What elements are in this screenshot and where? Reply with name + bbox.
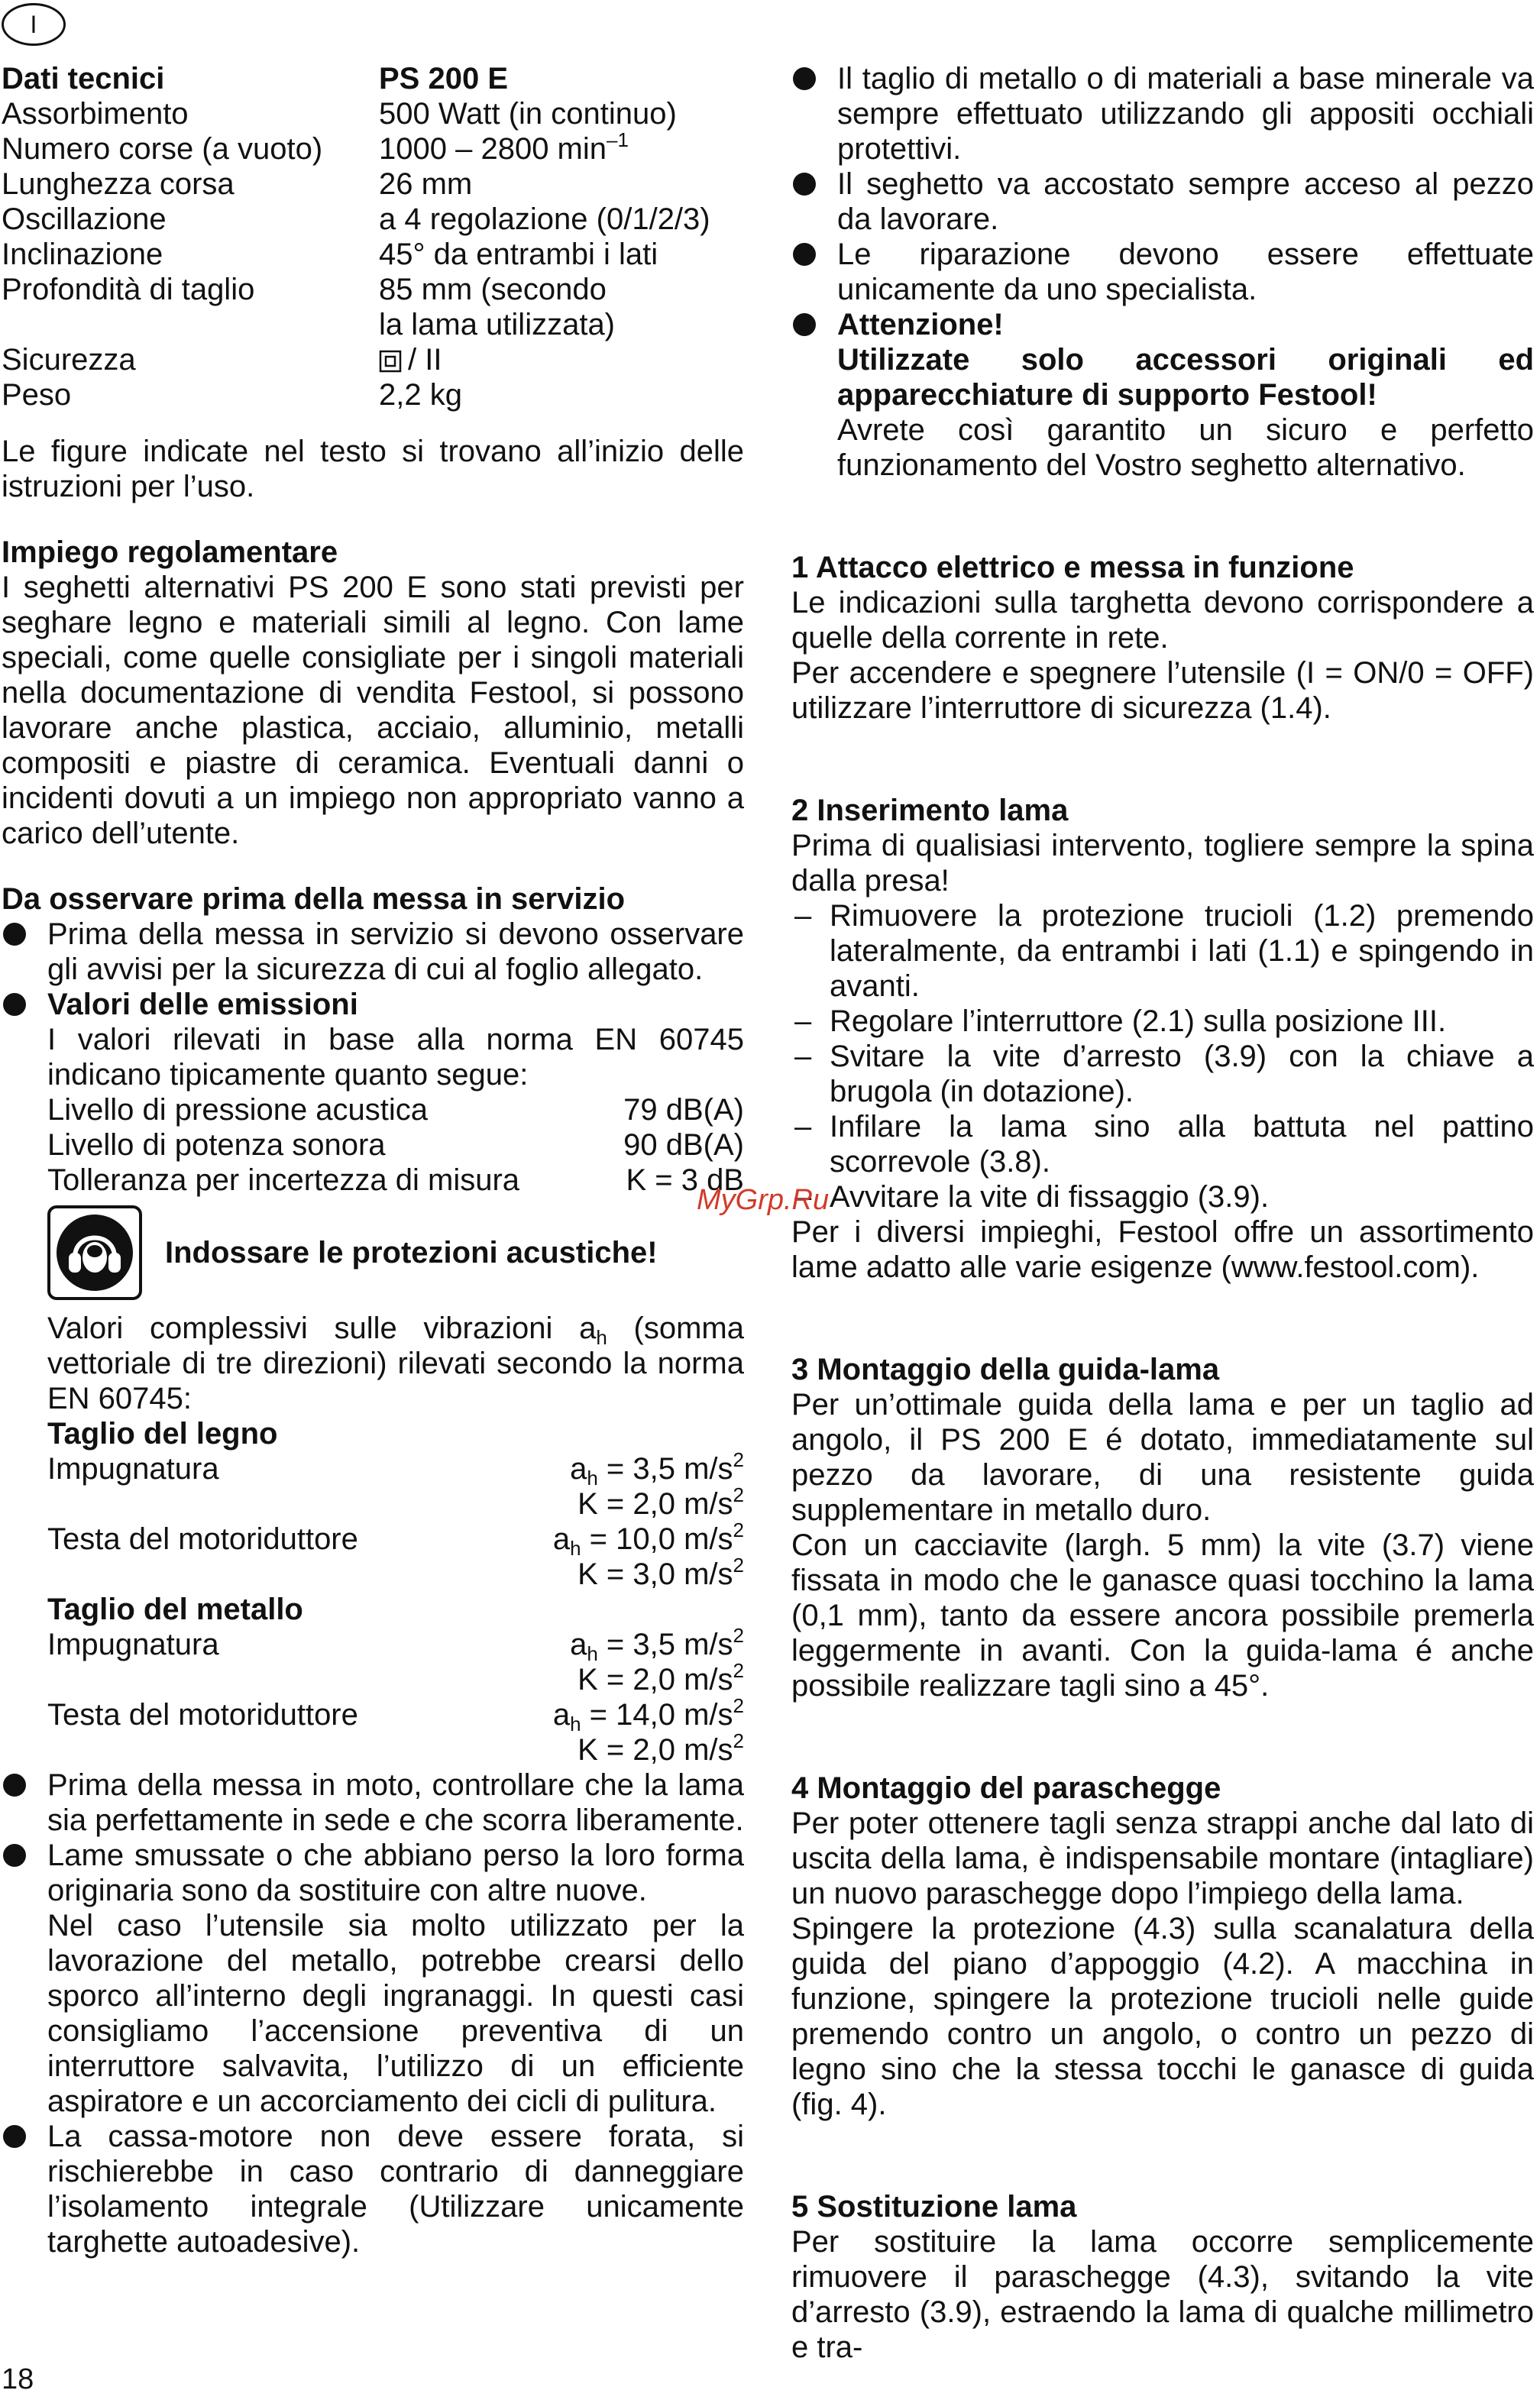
spec-row: [2, 96, 710, 131]
squared: 2: [733, 1519, 744, 1541]
emission-label: Livello di potenza sonora: [47, 1128, 386, 1162]
vibration-intro-subscript: h: [596, 1326, 607, 1349]
k-value: K = 2,0 m/s: [578, 1487, 733, 1521]
a-symbol: a: [570, 1452, 587, 1486]
vibration-values: [515, 1624, 744, 1697]
step-item: – Svitare la vite d’arresto (3.9) con la chiave a brugola (in dotazione).: [791, 1039, 1534, 1109]
figures-note: Le figure indicate nel testo si trovano all’inizio delle istruzioni per l’uso.: [2, 435, 744, 503]
vibration-k: [515, 1554, 744, 1592]
vibration-row: [47, 1448, 744, 1522]
spec-label: Oscillazione: [2, 202, 167, 236]
section-5-paragraph: Per sostituire la lama occorre semplicemente rimuovere il paraschegge (4.3), svitando la vite d’arresto (3.9), estraendo la lama di qualche millimetro e tra-: [791, 2225, 1534, 2364]
spec-row: [2, 202, 710, 237]
page-number: 18: [2, 2363, 34, 2395]
spec-value-line1: 85 mm (secondo: [379, 273, 607, 306]
vibration-ah: [515, 1448, 744, 1489]
attention-heading: Attenzione!: [791, 307, 1534, 342]
language-badge: [2, 3, 66, 46]
spec-label: Inclinazione: [2, 238, 163, 271]
spec-label: Peso: [2, 378, 72, 412]
vibration-values: [515, 1519, 744, 1592]
legno-heading: Taglio del legno: [47, 1417, 278, 1451]
ear-protection-notice: [47, 1205, 744, 1300]
a-symbol: a: [552, 1698, 571, 1732]
bullet-item: Il taglio di metallo o di materiali a base minerale va sempre effettuato utilizzando gli appositi occhiali protettivi.: [791, 61, 1534, 167]
k-value: K = 2,0 m/s: [578, 1733, 733, 1767]
bullet-item: Prima della messa in servizio si devono osservare gli avvisi per la sicurezza di cui al foglio allegato.: [2, 917, 744, 987]
emission-row: [47, 1127, 744, 1163]
attention-text: Avrete così garantito un sicuro e perfetto funzionamento del Vostro seghetto alternativo.: [837, 413, 1534, 482]
vibration-label: Testa del motoriduttore: [47, 1522, 358, 1556]
k-value: K = 2,0 m/s: [578, 1663, 733, 1696]
step-item: – Regolare l’interruttore (2.1) sulla posizione III.: [791, 1004, 1534, 1039]
vibration-intro-text: Valori complessivi sulle vibrazioni a: [47, 1312, 597, 1345]
squared: 2: [733, 1659, 744, 1682]
section-1-paragraph: Per accendere e spegnere l’utensile (I = ON/0 = OFF) utilizzare l’interruttore di sicurezza (1.4).: [791, 656, 1534, 725]
section-2-paragraph: Per i diversi impieghi, Festool offre un assortimento lame adatto alle varie esigenze (www.festool.com).: [791, 1215, 1534, 1284]
bullet-item: Lame smussate o che abbiano perso la loro forma originaria sono da sostituire con altre nuove.: [2, 1838, 744, 1908]
spec-label: Numero corse (a vuoto): [2, 132, 323, 166]
bullet-item: Il seghetto va accostato sempre acceso al pezzo da lavorare.: [791, 167, 1534, 237]
vibration-label: Impugnatura: [47, 1452, 219, 1486]
emissioni-block: [2, 1022, 744, 1768]
section-2-heading: 2 Inserimento lama: [791, 794, 1069, 827]
vibration-label: Testa del motoriduttore: [47, 1698, 358, 1732]
vibration-k: [515, 1659, 744, 1697]
emission-value: 90 dB(A): [623, 1128, 744, 1162]
section-1-heading: 1 Attacco elettrico e messa in funzione: [791, 551, 1354, 584]
spec-row: [2, 272, 710, 342]
section-1-paragraph: Le indicazioni sulla targhetta devono corrispondere a quelle della corrente in rete.: [791, 586, 1534, 655]
section-2-paragraph: Prima di qualisiasi intervento, togliere sempre la spina dalla presa!: [791, 829, 1534, 898]
h-subscript: h: [570, 1537, 581, 1560]
osservare-heading: Da osservare prima della messa in servizio: [2, 882, 625, 916]
section-4-paragraph: Spingere la protezione (4.3) sulla scanalatura della guida del piano d’appoggio (4.2). A macchina in funzione, spingere la protezione trucioli nelle guide premendo contro un angolo, o contro un pezzo di legno sino che la stessa tocchi le ganasce di guida (fig. 4).: [791, 1912, 1534, 2121]
metallo-heading: Taglio del metallo: [47, 1593, 303, 1626]
spec-value: 500 Watt (in continuo): [379, 97, 677, 131]
section-4-paragraph: Per poter ottenere tagli senza strappi anche dal lato di uscita della lama, è indispensabile montare (intagliare) un nuovo paraschegge dopo l’impiego della lama.: [791, 1806, 1534, 1910]
vibration-values: [515, 1694, 744, 1768]
vibration-intro-text-2: (somma vettoriale di tre direzioni) rilevati secondo la norma EN 60745:: [47, 1312, 744, 1415]
ear-protection-icon-graphic: [55, 1213, 134, 1292]
vibration-values: [515, 1448, 744, 1522]
a-symbol: a: [552, 1522, 571, 1556]
squared: 2: [733, 1694, 744, 1717]
section-3-heading: 3 Montaggio della guida-lama: [791, 1353, 1220, 1386]
spec-row: [2, 131, 710, 167]
spec-value: [379, 272, 710, 342]
spec-value-exponent: –1: [607, 128, 629, 151]
spec-label: Sicurezza: [2, 343, 136, 377]
vibration-ah: [515, 1624, 744, 1665]
emissioni-heading: Valori delle emissioni: [2, 987, 744, 1022]
section-4-heading: 4 Montaggio del paraschegge: [791, 1771, 1221, 1805]
spec-value-text: 1000 – 2800 min: [379, 132, 607, 166]
ah-value: = 14,0 m/s: [589, 1698, 733, 1732]
vibration-k: [515, 1729, 744, 1768]
watermark: MyGrp.Ru: [697, 1184, 830, 1216]
attention-bold-text: Utilizzate solo accessori originali ed apparecchiature di supporto Festool!: [837, 343, 1534, 412]
impiego-heading: Impiego regolamentare: [2, 535, 338, 569]
specs-title-row: [2, 61, 710, 96]
ah-value: = 3,5 m/s: [606, 1628, 733, 1661]
section-5-heading: 5 Sostituzione lama: [791, 2190, 1077, 2224]
bullet-item: La cassa-motore non deve essere forata, si rischierebbe in caso contrario di danneggiare l’isolamento integrale (Utilizzare unicamente targhette autoadesive).: [2, 2119, 744, 2259]
vibration-label: Impugnatura: [47, 1628, 219, 1661]
language-badge-label: I: [30, 11, 37, 38]
squared: 2: [733, 1624, 744, 1647]
emission-label: Tolleranza per incertezza di misura: [47, 1163, 520, 1197]
k-value: K = 3,0 m/s: [578, 1557, 733, 1591]
step-item: – Infilare la lama sino alla battuta nel pattino scorrevole (3.8).: [791, 1109, 1534, 1179]
spec-row: [2, 237, 710, 272]
squared: 2: [733, 1729, 744, 1752]
vibration-row: [47, 1694, 744, 1768]
spec-value: 26 mm: [379, 167, 473, 201]
spec-value: [379, 128, 710, 167]
spec-value: [379, 342, 710, 377]
spec-row: [2, 167, 710, 202]
spec-value-text: / II: [408, 343, 442, 377]
vibration-row: [47, 1519, 744, 1592]
squared: 2: [733, 1483, 744, 1506]
spec-value: 2,2 kg: [379, 378, 462, 412]
right-column: [791, 61, 1534, 2365]
vibration-row: [47, 1624, 744, 1697]
bullet-continuation: Nel caso l’utensile sia molto utilizzato per la lavorazione del metallo, potrebbe crearsi dello sporco all’interno degli ingranaggi. In questi casi consigliamo l’accensione preventiva di un interruttore salvavita, l’utilizzo di un efficiente aspiratore e un accorciamento dei cicli di pulitura.: [47, 1909, 744, 2118]
spec-label: Assorbimento: [2, 97, 189, 131]
emission-row: [47, 1163, 744, 1198]
ah-value: = 10,0 m/s: [589, 1522, 733, 1556]
spec-label: Profondità di taglio: [2, 273, 255, 306]
h-subscript: h: [587, 1467, 598, 1489]
spec-row: [2, 377, 710, 412]
spec-value: 45° da entrambi i lati: [379, 238, 658, 271]
specs-table: [2, 61, 710, 412]
left-column: [2, 61, 744, 2259]
spec-label: Lunghezza corsa: [2, 167, 235, 201]
h-subscript: h: [570, 1713, 581, 1735]
vibration-ah: [515, 1519, 744, 1560]
vibration-k: [515, 1483, 744, 1522]
ear-protection-warning: Indossare le protezioni acustiche!: [165, 1236, 658, 1270]
impiego-text: I seghetti alternativi PS 200 E sono stati previsti per seghare legno e materiali simili al legno. Con lame speciali, come quelle consigliate per i singoli materiali nella documentazione di vendita Festool, si possono lavorare anche plastica, acciaio, alluminio, metalli compositi e piastre di ceramica. Eventuali danni o incidenti dovuti a un impiego non appropriato vanno a carico dell’utente.: [2, 571, 744, 850]
section-3-paragraph: Per un’ottimale guida della lama e per un taglio ad angolo, il PS 200 E é dotato, immediatamente sul pezzo da lavorare, di una resistente guida supplementare in metallo duro.: [791, 1388, 1534, 1527]
bullet-item: Le riparazione devono essere effettuate unicamente da uno specialista.: [791, 237, 1534, 307]
squared: 2: [733, 1448, 744, 1471]
spec-value-line2: la lama utilizzata): [379, 308, 616, 341]
bullet-item: Prima della messa in moto, controllare che la lama sia perfettamente in sede e che scorra liberamente.: [2, 1768, 744, 1838]
step-item: – Rimuovere la protezione trucioli (1.2) premendo lateralmente, da entrambi i lati (1.1) e spingendo in avanti.: [791, 898, 1534, 1004]
specs-title-value: PS 200 E: [379, 62, 509, 95]
ah-value: = 3,5 m/s: [606, 1452, 733, 1486]
spec-value: a 4 regolazione (0/1/2/3): [379, 202, 710, 236]
emission-value: K = 3 dB: [626, 1163, 744, 1197]
vibration-ah: [515, 1694, 744, 1735]
emission-row: [47, 1092, 744, 1127]
emission-value: 79 dB(A): [623, 1093, 744, 1127]
a-symbol: a: [570, 1628, 587, 1661]
emission-label: Livello di pressione acustica: [47, 1093, 429, 1127]
protection-class-ii-icon: [379, 350, 402, 373]
squared: 2: [733, 1554, 744, 1577]
ear-protection-icon: [47, 1205, 142, 1300]
spec-row: [2, 342, 710, 377]
h-subscript: h: [587, 1642, 598, 1665]
step-item: – Avvitare la vite di fissaggio (3.9).: [791, 1179, 1534, 1215]
emissioni-intro: I valori rilevati in base alla norma EN 60745 indicano tipicamente quanto segue:: [47, 1023, 744, 1092]
vibration-intro: [47, 1311, 744, 1416]
specs-title-label: Dati tecnici: [2, 62, 165, 95]
section-3-paragraph: Con un cacciavite (largh. 5 mm) la vite (3.7) viene fissata in modo che le ganasce quasi tocchino la lama (0,1 mm), tanto da essere ancora possibile premerla leggermente in avanti. Con la guida-lama é anche possibile realizzare tagli sino a 45°.: [791, 1528, 1534, 1703]
